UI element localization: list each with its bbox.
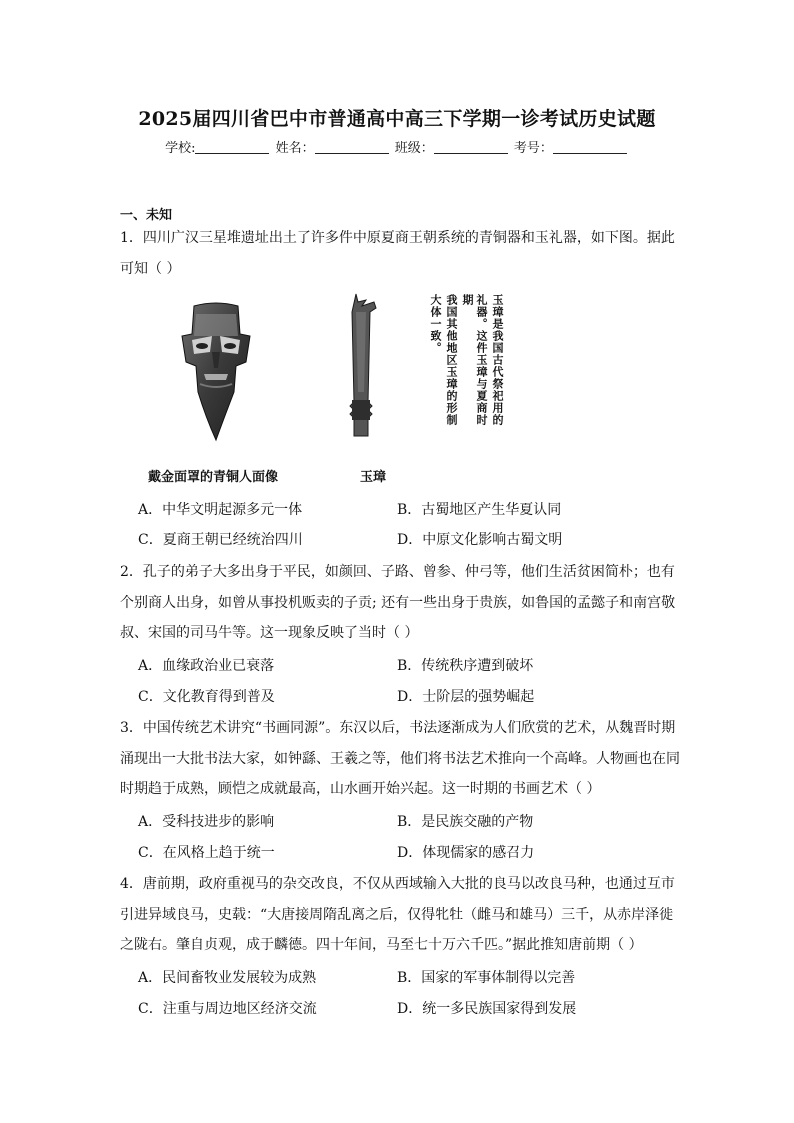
class-blank[interactable]	[434, 141, 508, 154]
caption-jade-zhang: 玉璋	[360, 470, 387, 485]
q3-option-b[interactable]: B．是民族交融的产物	[397, 814, 534, 830]
question-line: 引进异域良马，史载：“大唐接周隋乱离之后，仅得牝牡（雌马和雄马）三千，从赤岸泽徙	[120, 906, 674, 923]
question-3-stem	[120, 713, 680, 805]
question-line: 叔、宋国的司马牛等。这一现象反映了当时（ ）	[120, 625, 419, 642]
description-column: 玉璋是我国古代祭祀用的	[491, 294, 504, 426]
question-4-stem	[120, 869, 680, 961]
q4-option-c[interactable]: C．注重与周边地区经济交流	[138, 1001, 317, 1017]
question-2-stem	[120, 557, 680, 649]
class-label: 班级：	[394, 141, 434, 156]
q1-option-d[interactable]: D．中原文化影响古蜀文明	[397, 532, 563, 548]
q1-option-c[interactable]: C．夏商王朝已经统治四川	[138, 532, 303, 548]
description-column: 礼器。这件玉璋与夏商时期	[461, 294, 488, 426]
q3-option-d[interactable]: D．体现儒家的感召力	[397, 845, 535, 861]
question-line: 2．孔子的弟子大多出身于平民，如颜回、子路、曾参、仲弓等，他们生活贫困简朴；也有	[120, 564, 675, 580]
q2-option-c[interactable]: C．文化教育得到普及	[138, 689, 275, 705]
q4-option-d[interactable]: D．统一多民族国家得到发展	[397, 1001, 577, 1017]
school-label: 学校:	[165, 141, 196, 156]
q4-option-a[interactable]: A．民间畜牧业发展较为成熟	[138, 970, 317, 986]
question-line: 个别商人出身，如曾从事投机贩卖的子贡; 还有一些出身于贵族，如鲁国的孟懿子和南宫敬	[120, 594, 676, 611]
question-line: 3．中国传统艺术讲究“书画同源”。东汉以后，书法逐渐成为人们欣赏的艺术，从魏晋时期	[120, 720, 676, 736]
description-column: 大体一致。	[429, 294, 442, 354]
figure-description	[428, 294, 504, 434]
section-heading: 一、未知	[120, 208, 173, 223]
description-column: 我国其他地区玉璋的形制	[445, 294, 458, 426]
q1-option-a[interactable]: A．中华文明起源多元一体	[138, 502, 303, 518]
q2-option-a[interactable]: A．血缘政治业已衰落	[138, 658, 275, 674]
question-line: 4．唐前期，政府重视马的杂交改良，不仅从西域输入大批的良马以改良马种，也通过互市	[120, 876, 675, 892]
q3-option-c[interactable]: C．在风格上趋于统一	[138, 845, 275, 861]
question-line: 可知（ ）	[120, 260, 181, 277]
name-blank[interactable]	[315, 141, 389, 154]
exam-number-blank[interactable]	[553, 141, 627, 154]
q4-option-b[interactable]: B．国家的军事体制得以完善	[397, 970, 576, 986]
school-blank[interactable]	[195, 141, 269, 154]
q3-option-a[interactable]: A．受科技进步的影响	[138, 814, 275, 830]
question-line: 时期趋于成熟，顾恺之成就最高，山水画开始兴起。这一时期的书画艺术（ ）	[120, 781, 601, 798]
question-line: 涌现出一大批书法大家，如钟繇、王羲之等，他们将书法艺术推向一个高峰。人物画也在同	[120, 750, 680, 767]
q2-option-d[interactable]: D．士阶层的强势崛起	[397, 689, 535, 705]
exam-title: 2025届四川省巴中市普通高中高三下学期一诊考试历史试题	[138, 108, 656, 130]
name-label: 姓名：	[275, 141, 315, 156]
question-line: 之陇右。肇自贞观，成于麟德。四十年间，马至七十万六千匹。”据此推知唐前期（ ）	[120, 937, 643, 954]
caption-bronze-mask: 戴金面罩的青铜人面像	[148, 470, 279, 485]
q1-option-b[interactable]: B．古蜀地区产生华夏认同	[397, 502, 562, 518]
jade-zhang-figure	[344, 292, 386, 442]
question-1-stem	[120, 223, 680, 284]
bronze-mask-figure	[176, 300, 256, 445]
exam-number-label: 考号：	[513, 141, 553, 156]
student-info-line	[0, 137, 794, 156]
q2-option-b[interactable]: B．传统秩序遭到破坏	[397, 658, 534, 674]
question-line: 1．四川广汉三星堆遗址出土了许多件中原夏商王朝系统的青铜器和玉礼器，如下图。据此	[120, 230, 675, 246]
